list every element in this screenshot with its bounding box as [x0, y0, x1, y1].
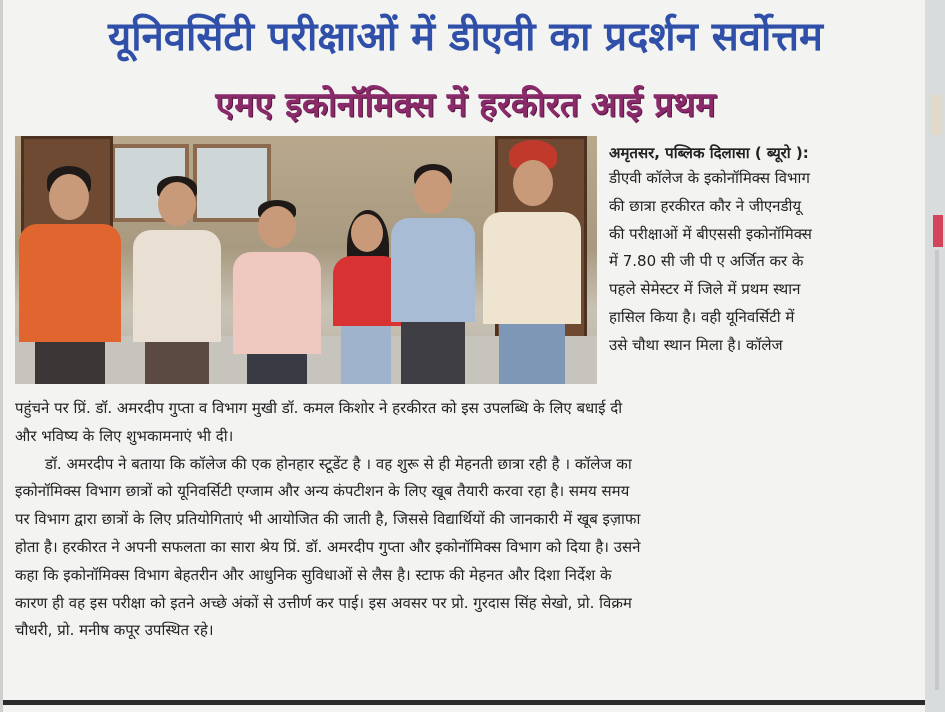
right-column-text [609, 165, 909, 360]
person-figure [15, 152, 125, 384]
person-figure [477, 138, 587, 384]
text-line: में 7.80 सी जी पी ए अर्जित कर के [609, 252, 804, 271]
text-line: की छात्रा हरकीरत कौर ने जीएनडीयू [609, 196, 802, 215]
adjacent-page-edge [925, 0, 945, 712]
byline: अमृतसर, पब्लिक दिलासा ( ब्यूरो ): [609, 144, 809, 162]
text-line: पहुंचने पर प्रिं. डॉ. अमरदीप गुप्ता व विभाग मुखी डॉ. कमल किशोर ने हरकीरत को इस उपलब्धि के लिए बधाई दी [15, 399, 623, 417]
text-line: कहा कि इकोनॉमिक्स विभाग बेहतरीन और आधुनिक सुविधाओं से लैस है। स्टाफ की मेहनत और दिशा निर्देश के [15, 565, 612, 584]
bottom-rule [3, 700, 928, 705]
text-line: चौधरी, प्रो. मनीष कपूर उपस्थित रहे। [15, 621, 214, 640]
text-line: उसे चौथा स्थान मिला है। कॉलेज [609, 335, 783, 354]
text-line: डीएवी कॉलेज के इकोनॉमिक्स विभाग [609, 169, 810, 187]
text-line: और भविष्य के लिए शुभकामनाएं भी दी। [15, 426, 234, 445]
group-photo [15, 136, 597, 384]
person-figure [229, 172, 325, 384]
text-line: कारण ही वह इस परीक्षा को इतने अच्छे अंकों से उत्तीर्ण कर पाई। इस अवसर पर प्रो. गुरदास सिंह सेखो, प्रो. विक्रम [15, 593, 632, 612]
text-line: पर विभाग द्वारा छात्रों के लिए प्रतियोगिताएं भी आयोजित की जाती है, जिससे विद्यार्थियों की जानकारी में खूब इज़ाफा [15, 510, 641, 529]
text-line: होता है। हरकीरत ने अपनी सफलता का सारा श्रेय प्रिं. डॉ. अमरदीप गुप्ता और इकोनॉमिक्स विभाग को दिया है। उसने [15, 537, 641, 556]
sub-headline: एमए इकोनॉमिक्स में हरकीरत आई प्रथम [215, 85, 716, 125]
text-line: पहले सेमेस्टर में जिले में प्रथम स्थान [609, 280, 801, 299]
text-line: की परीक्षाओं में बीएससी इकोनॉमिक्स [609, 224, 812, 243]
main-headline: यूनिवर्सिटी परीक्षाओं में डीएवी का प्रदर्शन सर्वोत्तम [108, 14, 823, 60]
text-line: डॉ. अमरदीप ने बताया कि कॉलेज की एक होनहार स्टूडेंट है । वह शुरू से ही मेहनती छात्रा रही है । कॉलेज का [45, 454, 632, 473]
article-body [15, 395, 915, 645]
person-figure [387, 150, 479, 384]
text-line: इकोनॉमिक्स विभाग छात्रों को यूनिवर्सिटी एग्जाम और अन्य कंपटीशन के लिए खूब तैयारी करवा रहा है। समय समय [15, 482, 630, 501]
person-figure [129, 156, 225, 384]
text-line: हासिल किया है। वही यूनिवर्सिटी में [609, 307, 795, 326]
